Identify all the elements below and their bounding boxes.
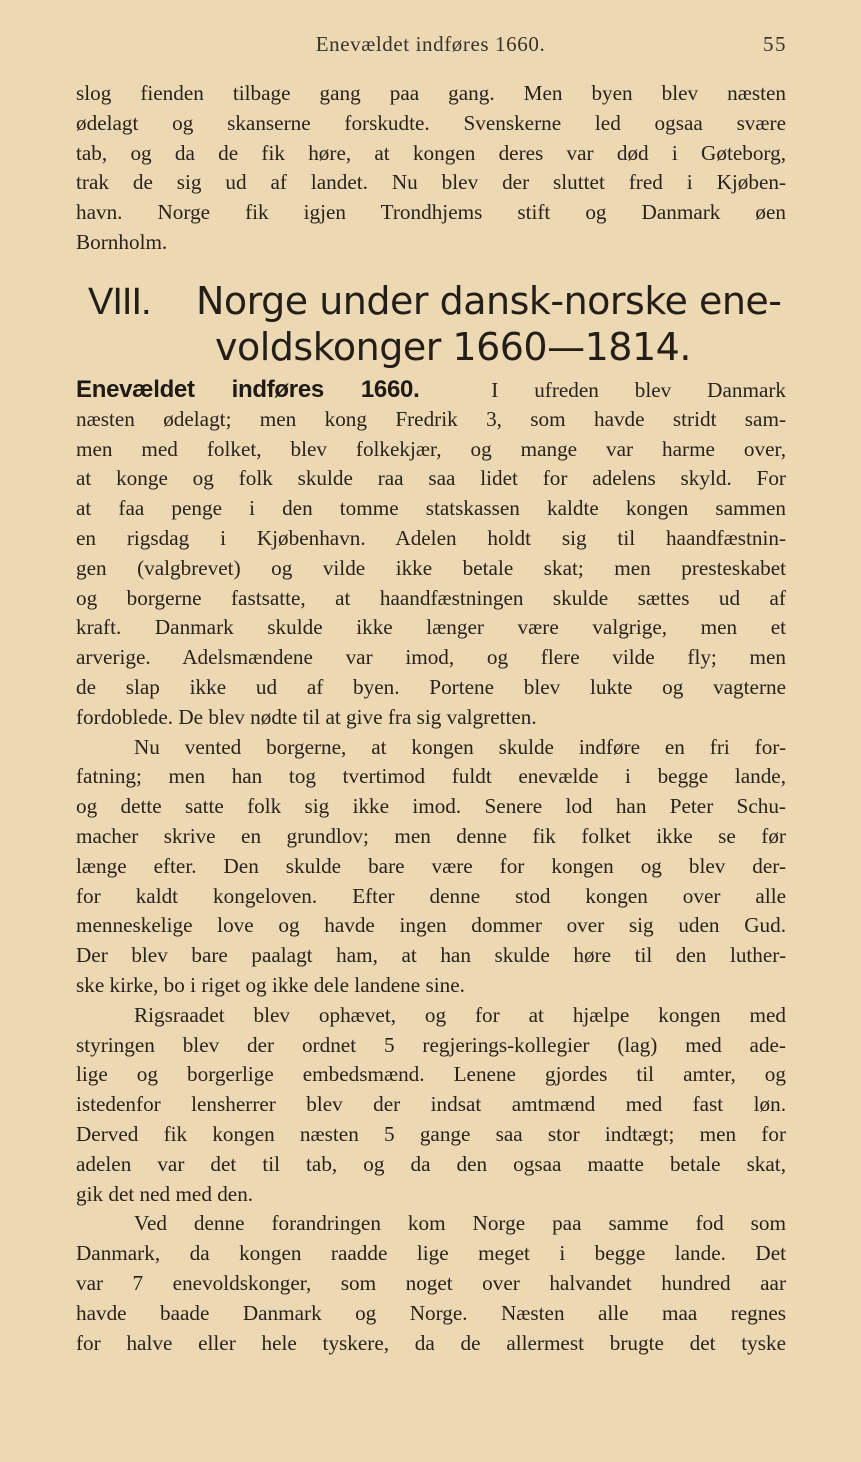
section-body <box>76 375 786 1358</box>
text-line: ske kirke, bo i riget og ikke dele landene sine. <box>76 972 465 997</box>
text-line: menneskelige love og havde ingen dommer over sig uden Gud. <box>76 913 786 938</box>
chapter-title-line-2: voldskonger 1660—1814. <box>215 325 691 369</box>
text-line: var 7 enevoldskonger, som noget over halvandet hundred aar <box>76 1270 786 1295</box>
text-line: kraft. Danmark skulde ikke længer være valgrige, men et <box>76 615 786 640</box>
text-line: længe efter. Den skulde bare være for kongen og blev der- <box>76 853 786 878</box>
text-line: gik det ned med den. <box>76 1181 254 1206</box>
text-line: arverige. Adelsmændene var imod, og flere vilde fly; men <box>76 645 786 670</box>
text-line: trak de sig ud af landet. Nu blev der sluttet fred i Kjøben- <box>76 170 786 195</box>
text-line: havn. Norge fik igjen Trondhjems stift og Danmark øen <box>76 200 786 225</box>
text-line: Rigsraadet blev ophævet, og for at hjælpe kongen med <box>134 1002 786 1027</box>
text-line: gen (valgbrevet) og vilde ikke betale skat; men presteskabet <box>76 555 786 580</box>
text-line: styringen blev der ordnet 5 regjerings-kollegier (lag) med ade- <box>76 1032 786 1057</box>
section-first-line <box>76 375 786 405</box>
text-line: Derved fik kongen næsten 5 gange saa stor indtægt; men for <box>76 1121 786 1146</box>
text-line: slog fienden tilbage gang paa gang. Men byen blev næsten <box>76 81 786 105</box>
text-line: tab, og da de fik høre, at kongen deres var død i Gøteborg, <box>76 140 786 165</box>
text-line: Der blev bare paalagt ham, at han skulde høre til den luther- <box>76 943 786 968</box>
text-line: istedenfor lensherrer blev der indsat amtmænd med fast løn. <box>76 1092 786 1117</box>
text-line: havde baade Danmark og Norge. Næsten alle maa regnes <box>76 1300 786 1325</box>
text-line: fatning; men han tog tvertimod fuldt enevælde i begge lande, <box>76 764 786 789</box>
text-line: en rigsdag i Kjøbenhavn. Adelen holdt sig til haandfæstnin- <box>76 525 786 550</box>
running-head <box>0 32 861 62</box>
text-line: at konge og folk skulde raa saa lidet for adelens skyld. For <box>76 466 786 491</box>
chapter-heading <box>88 278 788 370</box>
text-line: for halve eller hele tyskere, da de allermest brugte det tyske <box>76 1330 786 1355</box>
text-line: Bornholm. <box>76 229 168 254</box>
section-first-line-text: I ufreden blev Danmark <box>491 378 787 402</box>
text-line: og dette satte folk sig ikke imod. Senere lod han Peter Schu- <box>76 794 786 819</box>
text-line: Danmark, da kongen raadde lige meget i begge lande. Det <box>76 1241 786 1266</box>
chapter-number: VIII. <box>88 281 151 323</box>
text-line: macher skrive en grundlov; men denne fik folket ikke se før <box>76 823 786 848</box>
text-line: fordoblede. De blev nødte til at give fra sig valgretten. <box>76 704 537 729</box>
text-line: Nu vented borgerne, at kongen skulde indføre en fri for- <box>134 734 786 759</box>
text-line: næsten ødelagt; men kong Fredrik 3, som havde stridt sam- <box>76 406 786 431</box>
text-line: ødelagt og skanserne forskudte. Svenskerne led ogsaa svære <box>76 110 786 135</box>
chapter-title-line-1: Norge under dansk-norske ene- <box>196 279 782 323</box>
text-line: og borgerne fastsatte, at haandfæstningen skulde sættes ud af <box>76 585 786 610</box>
page-number: 55 <box>763 32 787 56</box>
text-line: at faa penge i den tomme statskassen kaldte kongen sammen <box>76 496 786 521</box>
top-paragraph <box>76 79 786 258</box>
running-title: Enevældet indføres 1660. <box>315 32 546 56</box>
text-line: men med folket, blev folkekjær, og mange var harme over, <box>76 436 786 461</box>
text-line: adelen var det til tab, og da den ogsaa maatte betale skat, <box>76 1151 786 1176</box>
text-line: Ved denne forandringen kom Norge paa samme fod som <box>134 1211 786 1236</box>
chapter-heading-line <box>88 278 788 324</box>
text-line: de slap ikke ud af byen. Portene blev lukte og vagterne <box>76 674 786 699</box>
text-line: lige og borgerlige embedsmænd. Lenene gjordes til amter, og <box>76 1062 786 1087</box>
section-heading: Enevældet indføres 1660. <box>76 376 420 403</box>
text-line: for kaldt kongeloven. Efter denne stod kongen over alle <box>76 883 786 908</box>
